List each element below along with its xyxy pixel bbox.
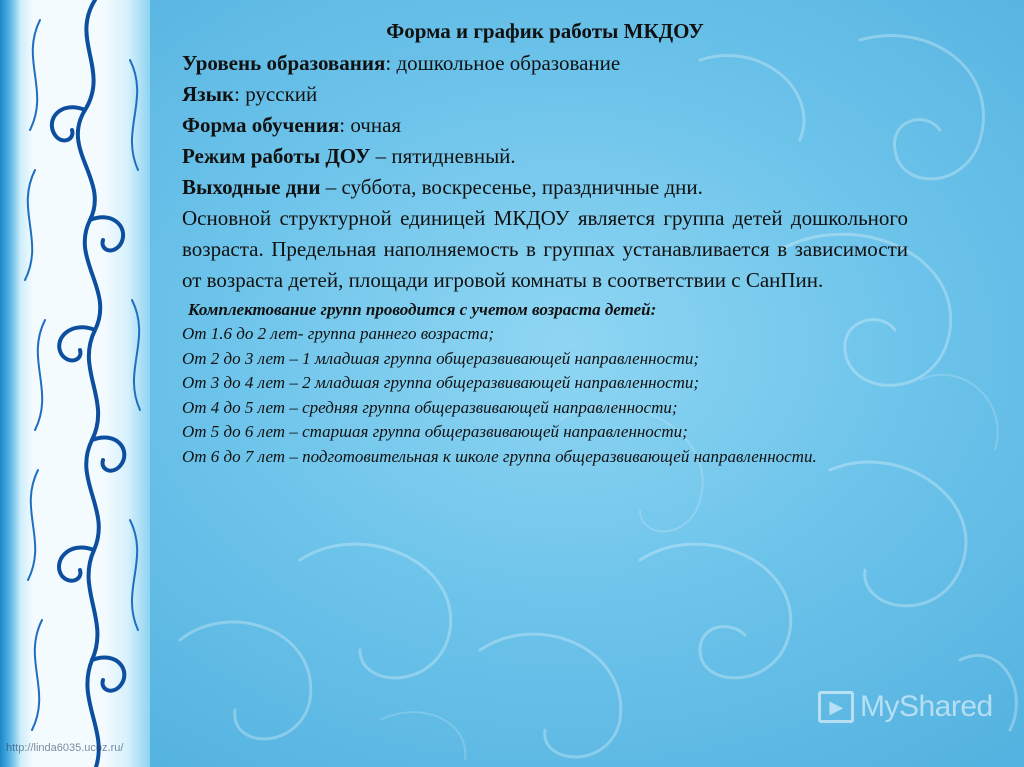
info-value: очная — [350, 113, 402, 137]
myshared-watermark — [818, 690, 993, 724]
site-url: http://linda6035.ucoz.ru/ — [6, 742, 124, 754]
info-value: пятидневный. — [391, 144, 516, 168]
group-item: От 1.6 до 2 лет- группа раннего возраста; — [182, 324, 495, 343]
group-item: От 5 до 6 лет – старшая группа общеразвивающей направленности; — [182, 422, 688, 441]
info-row-education-level — [182, 48, 908, 79]
info-row-days-off — [182, 172, 908, 203]
group-item: От 3 до 4 лет – 2 младшая группа общеразвивающей направленности; — [182, 373, 700, 392]
info-label: Форма обучения — [182, 113, 340, 137]
info-value: суббота, воскресенье, праздничные дни. — [341, 175, 703, 199]
info-label: Выходные дни — [182, 175, 321, 199]
info-label: Режим работы ДОУ — [182, 144, 371, 168]
info-separator: : — [339, 113, 351, 137]
slide-content — [182, 16, 908, 469]
info-row-language — [182, 79, 908, 110]
group-item: От 6 до 7 лет – подготовительная к школе группа общеразвивающей направленности. — [182, 446, 817, 466]
structure-paragraph: Основной структурной единицей МКДОУ является группа детей дошкольного возраста. Предельная наполняемость в группах устанавливается в зависимости от возраста детей, площади игровой комнаты в соответствии с СанПин. — [182, 206, 908, 292]
info-value: русский — [245, 82, 318, 106]
info-separator: : — [385, 51, 397, 75]
info-separator: : — [234, 82, 246, 106]
slide-title: Форма и график работы МКДОУ — [386, 19, 704, 43]
info-label: Язык — [182, 82, 235, 106]
info-separator: – — [320, 175, 342, 199]
info-separator: – — [370, 144, 392, 168]
info-value: дошкольное образование — [396, 51, 621, 75]
watermark-text: MyShared — [860, 690, 993, 723]
blue-vine-ornament — [0, 0, 160, 767]
presentation-icon: ▶ — [818, 691, 854, 723]
group-item: От 4 до 5 лет – средняя группа общеразвивающей направленности; — [182, 397, 678, 417]
groups-heading: Комплектование групп проводится с учетом возраста детей: — [188, 300, 657, 319]
group-item: От 2 до 3 лет – 1 младшая группа общеразвивающей направленности; — [182, 348, 700, 368]
info-row-work-mode — [182, 141, 908, 172]
groups-list — [182, 322, 908, 469]
info-row-study-form — [182, 110, 908, 141]
info-label: Уровень образования — [182, 51, 386, 75]
